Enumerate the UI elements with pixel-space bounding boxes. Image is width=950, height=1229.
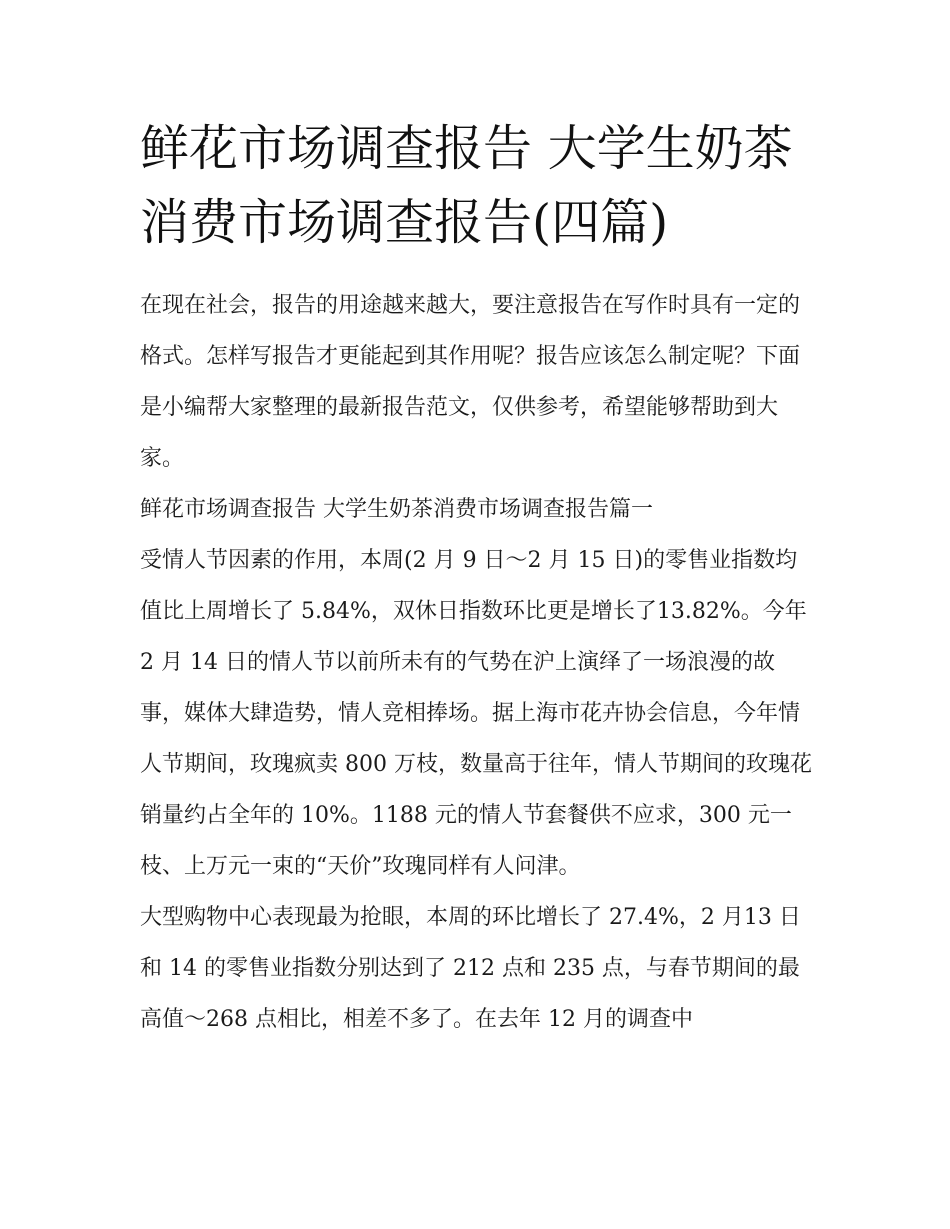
section-heading: 鲜花市场调查报告 大学生奶茶消费市场调查报告篇一 bbox=[140, 497, 653, 522]
intro-paragraph: 在现在社会，报告的用途越来越大，要注意报告在写作时具有一定的格式。怎样写报告才更能起到其作用呢？报告应该怎么制定呢？下面是小编帮大家整理的最新报告范文，仅供参考，希望能够帮助到大家。 bbox=[140, 293, 801, 471]
body-paragraph: 大型购物中心表现最为抢眼，本周的环比增长了 27.4%，2 月13 日和 14 的零售业指数分别达到了 212 点和 235 点，与春节期间的最高值～268 点相比，相差不多了。在去年 12 月的调查中 bbox=[140, 905, 801, 1032]
body-paragraph: 受情人节因素的作用，本周(2 月 9 日～2 月 15 日)的零售业指数均值比上周增长了 5.84%，双休日指数环比更是增长了13.82%。今年 2 月 14 日的情人节以前所未有的气势在沪上演绎了一场浪漫的故事，媒体大肆造势，情人竞相捧场。据上海市花卉协会信息，今年情人节期间，玫瑰疯卖 800 万枝，数量高于往年，情人节期间的玫瑰花销量约占全年的 10%。1188 元的情人节套餐供不应求，300 元一枝、上万元一束的“天价”玫瑰同样有人问津。 bbox=[140, 548, 812, 879]
document-content bbox=[140, 112, 812, 1045]
document-title: 鲜花市场调查报告 大学生奶茶消费市场调查报告(四篇) bbox=[140, 120, 793, 251]
